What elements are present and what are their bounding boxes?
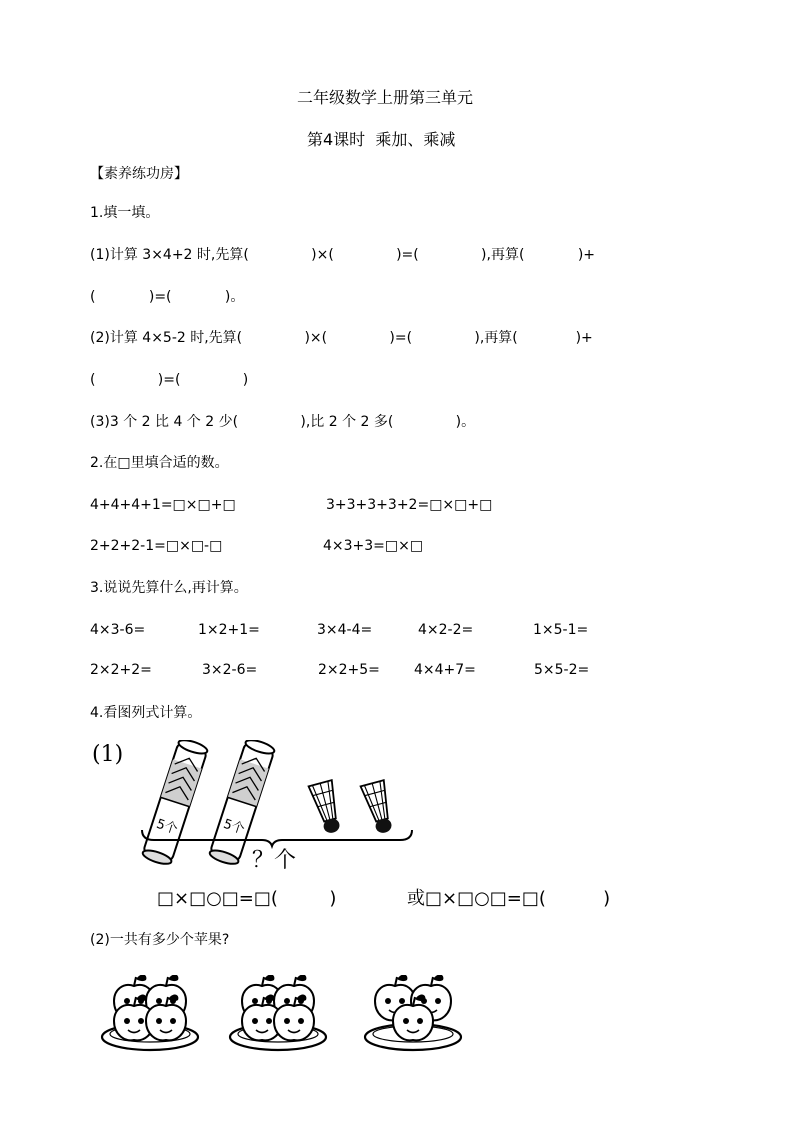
figure1-formula-b: 或□×□○□=□( ) bbox=[407, 888, 611, 909]
figure1-question: ？个 bbox=[252, 848, 297, 873]
q3-row1-item: 1×5-1= bbox=[533, 622, 589, 638]
q3-row2-item: 2×2+5= bbox=[318, 662, 380, 678]
q3-row2-item: 3×2-6= bbox=[202, 662, 258, 678]
q2-item-d: 4×3+3=□×□ bbox=[323, 538, 424, 554]
shuttlecock-tube-icon bbox=[141, 740, 208, 867]
apple-plate-icon bbox=[365, 975, 461, 1050]
q2-item-c: 2+2+2-1=□×□-□ bbox=[90, 538, 223, 554]
q1-part2-line2: ( )=( ) bbox=[90, 372, 249, 388]
q3-heading: 3.说说先算什么,再计算。 bbox=[90, 580, 248, 596]
q3-row1-item: 4×2-2= bbox=[418, 622, 474, 638]
q1-part2-line1: (2)计算 4×5-2 时,先算( )×( )=( ),再算( )+ bbox=[90, 330, 593, 346]
q3-row1-item: 4×3-6= bbox=[90, 622, 146, 638]
tube-count-label: 5个 bbox=[154, 816, 180, 838]
lesson-subtitle: 第4课时 乘加、乘减 bbox=[307, 130, 456, 149]
apple-plate-icon bbox=[102, 975, 198, 1050]
q3-row1-item: 3×4-4= bbox=[317, 622, 373, 638]
q4-heading: 4.看图列式计算。 bbox=[90, 705, 202, 721]
figure1-formula-a: □×□○□=□( ) bbox=[157, 888, 337, 909]
q1-part1-line2: ( )=( )。 bbox=[90, 289, 245, 305]
q3-row2-item: 5×5-2= bbox=[534, 662, 590, 678]
q3-row1-item: 1×2+1= bbox=[198, 622, 260, 638]
apple-plates-figure bbox=[95, 975, 475, 1060]
tube-count-label: 5个 bbox=[221, 816, 247, 838]
q2-item-a: 4+4+4+1=□×□+□ bbox=[90, 497, 236, 513]
section-label: 【素养练功房】 bbox=[90, 166, 188, 182]
page-title: 二年级数学上册第三单元 bbox=[297, 88, 474, 107]
q3-row2-item: 4×4+7= bbox=[414, 662, 476, 678]
figure1-label: (1) bbox=[92, 742, 124, 767]
q1-heading: 1.填一填。 bbox=[90, 205, 160, 221]
q1-part1-line1: (1)计算 3×4+2 时,先算( )×( )=( ),再算( )+ bbox=[90, 247, 596, 263]
brace-icon bbox=[142, 830, 412, 846]
q2-heading: 2.在□里填合适的数。 bbox=[90, 455, 229, 471]
q2-item-b: 3+3+3+3+2=□×□+□ bbox=[326, 497, 493, 513]
q4-part2: (2)一共有多少个苹果? bbox=[90, 932, 230, 948]
apple-plate-icon bbox=[230, 975, 326, 1050]
q3-row2-item: 2×2+2= bbox=[90, 662, 152, 678]
shuttlecock-icon bbox=[309, 780, 345, 835]
shuttlecock-icon bbox=[361, 780, 397, 835]
q1-part3: (3)3 个 2 比 4 个 2 少( ),比 2 个 2 多( )。 bbox=[90, 414, 476, 430]
